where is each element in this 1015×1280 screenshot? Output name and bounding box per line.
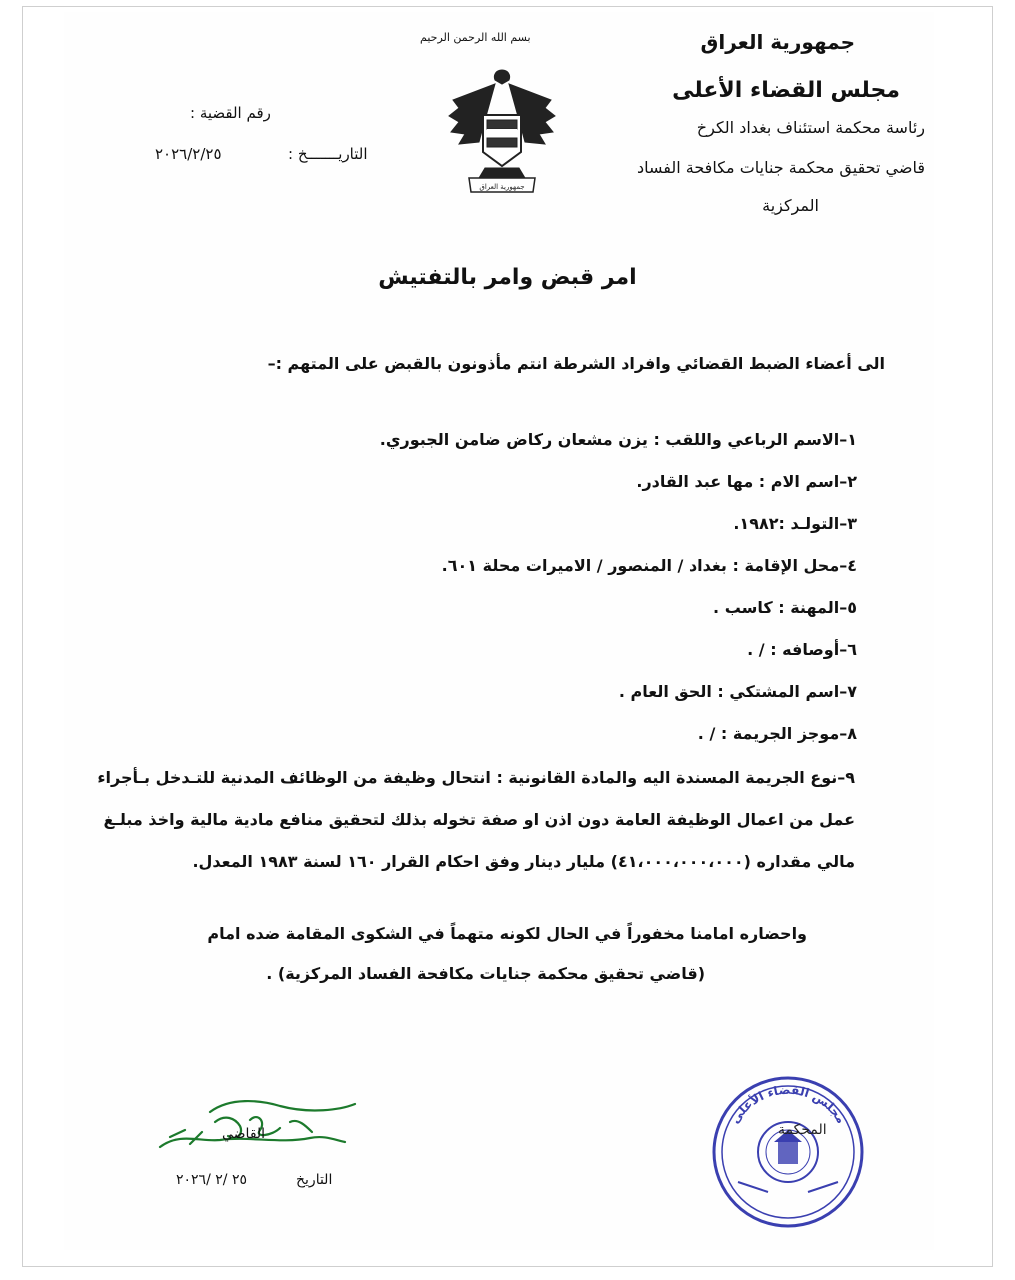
court-stamp — [708, 1072, 868, 1232]
item-crime-type-line2: عمل من اعمال الوظيفة العامة دون اذن او صفة تخوله بذلك لتحقيق منافع مادية مالية واخذ مبلـغ — [103, 810, 855, 829]
item-birth-year: ٣–التولـد :١٩٨٢. — [733, 514, 857, 533]
item-residence: ٤–محل الإقامة : بغداد / المنصور / الاميرات محلة ٦٠١. — [441, 556, 857, 575]
item-occupation: ٥–المهنة : كاسب . — [713, 598, 857, 617]
closing-line1: واحضاره امامنا مخفوراً في الحال لكونه متهماً في الشكوى المقامة ضده امام — [207, 924, 807, 943]
stamp-ring-text: مجلس القضاء الأعلى — [727, 1082, 849, 1126]
court-heading: رئاسة محكمة استئناف بغداد الكرخ — [696, 118, 925, 137]
date-label: التاريـــــــخ : — [288, 145, 368, 163]
document-title: امر قبض وامر بالتفتيش — [378, 265, 637, 290]
judge-heading-line2: المركزية — [762, 196, 819, 215]
svg-text:مجلس القضاء الأعلى — [728, 1083, 849, 1126]
footer-date-value: ٢٥ /٢ /٢٠٢٦ — [176, 1172, 247, 1188]
item-description: ٦–أوصافه : / . — [747, 640, 857, 659]
item-crime-summary: ٨–موجز الجريمة : / . — [697, 724, 857, 743]
item-complainant: ٧–اسم المشتكي : الحق العام . — [618, 682, 857, 701]
basmala: بسم الله الرحمن الرحيم — [420, 31, 531, 44]
item-full-name: ١–الاسم الرباعي واللقب : يزن مشعان ركاض ضامن الجبوري. — [379, 430, 857, 449]
judge-label: القاضي — [222, 1126, 266, 1142]
emblem-caption: جمهورية العراق — [479, 183, 525, 191]
date-value: ٢٠٢٦/٢/٢٥ — [155, 145, 222, 163]
item-crime-type-line3: مالي مقداره (٤١،٠٠٠،٠٠٠،٠٠٠) مليار دينار وفق احكام القرار ١٦٠ لسنة ١٩٨٣ المعدل. — [192, 852, 855, 871]
item-crime-type-line1: ٩–نوع الجريمة المسندة اليه والمادة القانونية : انتحال وظيفة من الوظائف المدنية للتـدخل بـأجراء — [97, 768, 855, 787]
closing-line2: (قاضي تحقيق محكمة جنايات مكافحة الفساد المركزية) . — [266, 964, 705, 983]
case-number-label: رقم القضية : — [190, 104, 271, 122]
court-stamp-label: المحكمة — [778, 1122, 827, 1138]
item-mother-name: ٢–اسم الام : مها عبد القادر. — [636, 472, 857, 491]
footer-date-label: التاريخ — [296, 1172, 333, 1188]
republic-heading: جمهورية العراق — [700, 30, 855, 54]
judge-heading-line1: قاضي تحقيق محكمة جنايات مكافحة الفساد — [637, 158, 925, 177]
iraq-eagle-emblem-icon — [445, 60, 560, 205]
council-heading: مجلس القضاء الأعلى — [672, 78, 900, 103]
intro-line: الى أعضاء الضبط القضائي وافراد الشرطة انتم مأذونون بالقبض على المتهم :– — [267, 354, 885, 373]
